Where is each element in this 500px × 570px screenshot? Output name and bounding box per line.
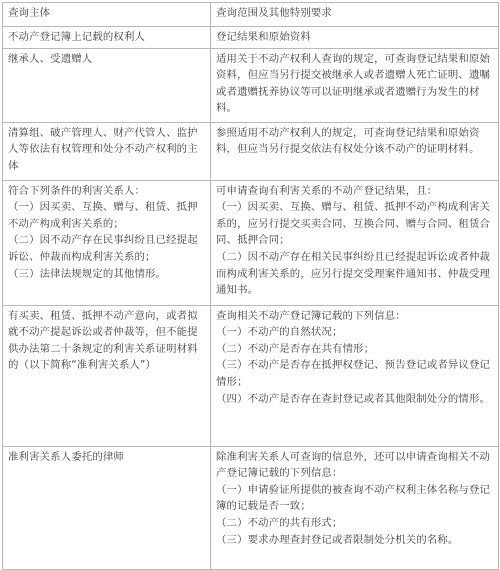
cell-text: （一）因买卖、互换、赠与、租赁、抵押不动产构成利害关系的，应另行提交买卖合同、互换合同、赠与合同、租赁合同、抵押合同； xyxy=(216,201,491,247)
cell-text: （二）因不动产存在相关民事纠纷且已经提起诉讼或者仲裁而构成利害关系的，应另行提交受理案件通知书、仲裁受理通知书。 xyxy=(216,250,491,297)
subject-cell xyxy=(3,180,211,305)
scope-cell xyxy=(211,27,499,49)
cell-text: （二）不动产是否存在共有情形； xyxy=(216,342,375,355)
table-row xyxy=(3,48,499,122)
table-header-row xyxy=(3,3,499,27)
scope-cell xyxy=(211,305,499,446)
subject-cell xyxy=(3,305,211,446)
cell-text: 清算组、破产管理人、财产代管人、监护人等依法有权管理和处分不动产权利的主体 xyxy=(8,126,198,172)
subject-cell xyxy=(3,122,211,180)
cell-text: （四）不动产是否存在查封登记或者其他限制处分的情形。 xyxy=(216,392,491,405)
cell-text: 除准利害关系人可查询的信息外，还可以申请查询相关不动产登记簿记载的下列信息： xyxy=(216,450,491,480)
cell-text: 符合下列条件的利害关系人： xyxy=(8,184,146,197)
cell-text: 继承人、受遗赠人 xyxy=(8,52,93,65)
cell-text: 可申请查询有利害关系的不动产登记结果，且： xyxy=(216,184,438,197)
subject-cell xyxy=(3,27,211,49)
table-row xyxy=(3,305,499,446)
cell-text: （二）因不动产存在民事纠纷且已经提起诉讼、仲裁而构成利害关系的； xyxy=(8,234,198,263)
header-subject: 查询主体 xyxy=(3,3,211,27)
query-scope-table xyxy=(2,2,499,570)
cell-text: 查询相关不动产登记簿记载的下列信息： xyxy=(216,309,406,322)
cell-text: 不动产登记簿上记载的权利人 xyxy=(8,31,146,43)
cell-text: （三）法律法规规定的其他情形。 xyxy=(8,267,167,280)
cell-text: 有买卖、租赁、抵押不动产意向，或者拟就不动产提起诉讼或者仲裁等，但不能提供办法第二十条规定的利害关系证明材料的（以下简称“准利害关系人”） xyxy=(8,309,198,372)
subject-cell xyxy=(3,48,211,122)
cell-text: 适用关于不动产权利人查询的规定，可查询登记结果和原始资料，但应当另行提交被继承人或者遗赠人死亡证明、遗嘱或者遗赠抚养协议等可以证明继承或者遗赠行为发生的材料。 xyxy=(216,52,491,115)
cell-text: （一）因买卖、互换、赠与、租赁、抵押不动产构成利害关系的； xyxy=(8,201,198,230)
cell-text: 准利害关系人委托的律师 xyxy=(8,450,124,463)
scope-cell xyxy=(211,180,499,305)
header-scope: 查询范围及其他特别要求 xyxy=(211,3,499,27)
cell-text: （三）要求办理查封登记或者限制处分机关的名称。 xyxy=(216,533,459,546)
table-row xyxy=(3,446,499,569)
scope-cell xyxy=(211,446,499,569)
cell-text: （一）不动产的自然状况； xyxy=(216,326,343,339)
subject-cell xyxy=(3,446,211,569)
scope-cell xyxy=(211,122,499,180)
cell-text: （三）不动产是否存在抵押权登记、预告登记或者异议登记情形； xyxy=(216,359,491,388)
cell-text: 参照适用不动产权利人的规定，可查询登记结果和原始资料，但应当另行提交依法有权处分该不动产的证明材料。 xyxy=(216,126,480,156)
cell-text: （一）申请验证所提供的被查询不动产权利主体名称与登记簿的记载是否一致； xyxy=(216,483,491,513)
table-row xyxy=(3,27,499,49)
cell-text: 登记结果和原始资料 xyxy=(216,31,311,43)
table-row xyxy=(3,122,499,180)
table-row xyxy=(3,180,499,305)
scope-cell xyxy=(211,48,499,122)
cell-text: （二）不动产的共有形式； xyxy=(216,516,343,529)
